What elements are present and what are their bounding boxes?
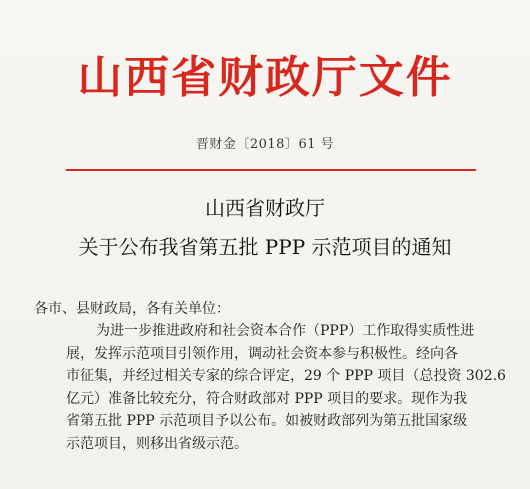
body-line: 为进一步推进政府和社会资本合作（PPP）工作取得实质性进 (96, 323, 475, 339)
body-line: 示范项目，则移出省级示范。 (66, 435, 248, 452)
body-line: 市征集，并经过相关专家的综合评定，29 个 PPP 项目（总投资 302.6 (66, 368, 506, 384)
red-divider-line (66, 169, 476, 171)
issuer-title: 山西省财政厅文件 (77, 52, 453, 103)
body-line: 展，发挥示范项目引领作用，调动社会资本参与积极性。经向各 (66, 345, 458, 362)
body-line: 亿元）准备比较充分，符合财政部对 PPP 项目的要求。现作为我 (66, 390, 468, 407)
document-number: 晋财金〔2018〕61 号 (195, 137, 335, 152)
body-line: 省第五批 PPP 示范项目予以公布。如被财政部列为第五批国家级 (66, 413, 468, 429)
notice-body (66, 320, 506, 455)
notice-title-issuer: 山西省财政厅 (205, 196, 325, 220)
notice-title: 关于公布我省第五批 PPP 示范项目的通知 (78, 235, 452, 259)
salutation: 各市、县财政局，各有关单位： (34, 301, 230, 317)
